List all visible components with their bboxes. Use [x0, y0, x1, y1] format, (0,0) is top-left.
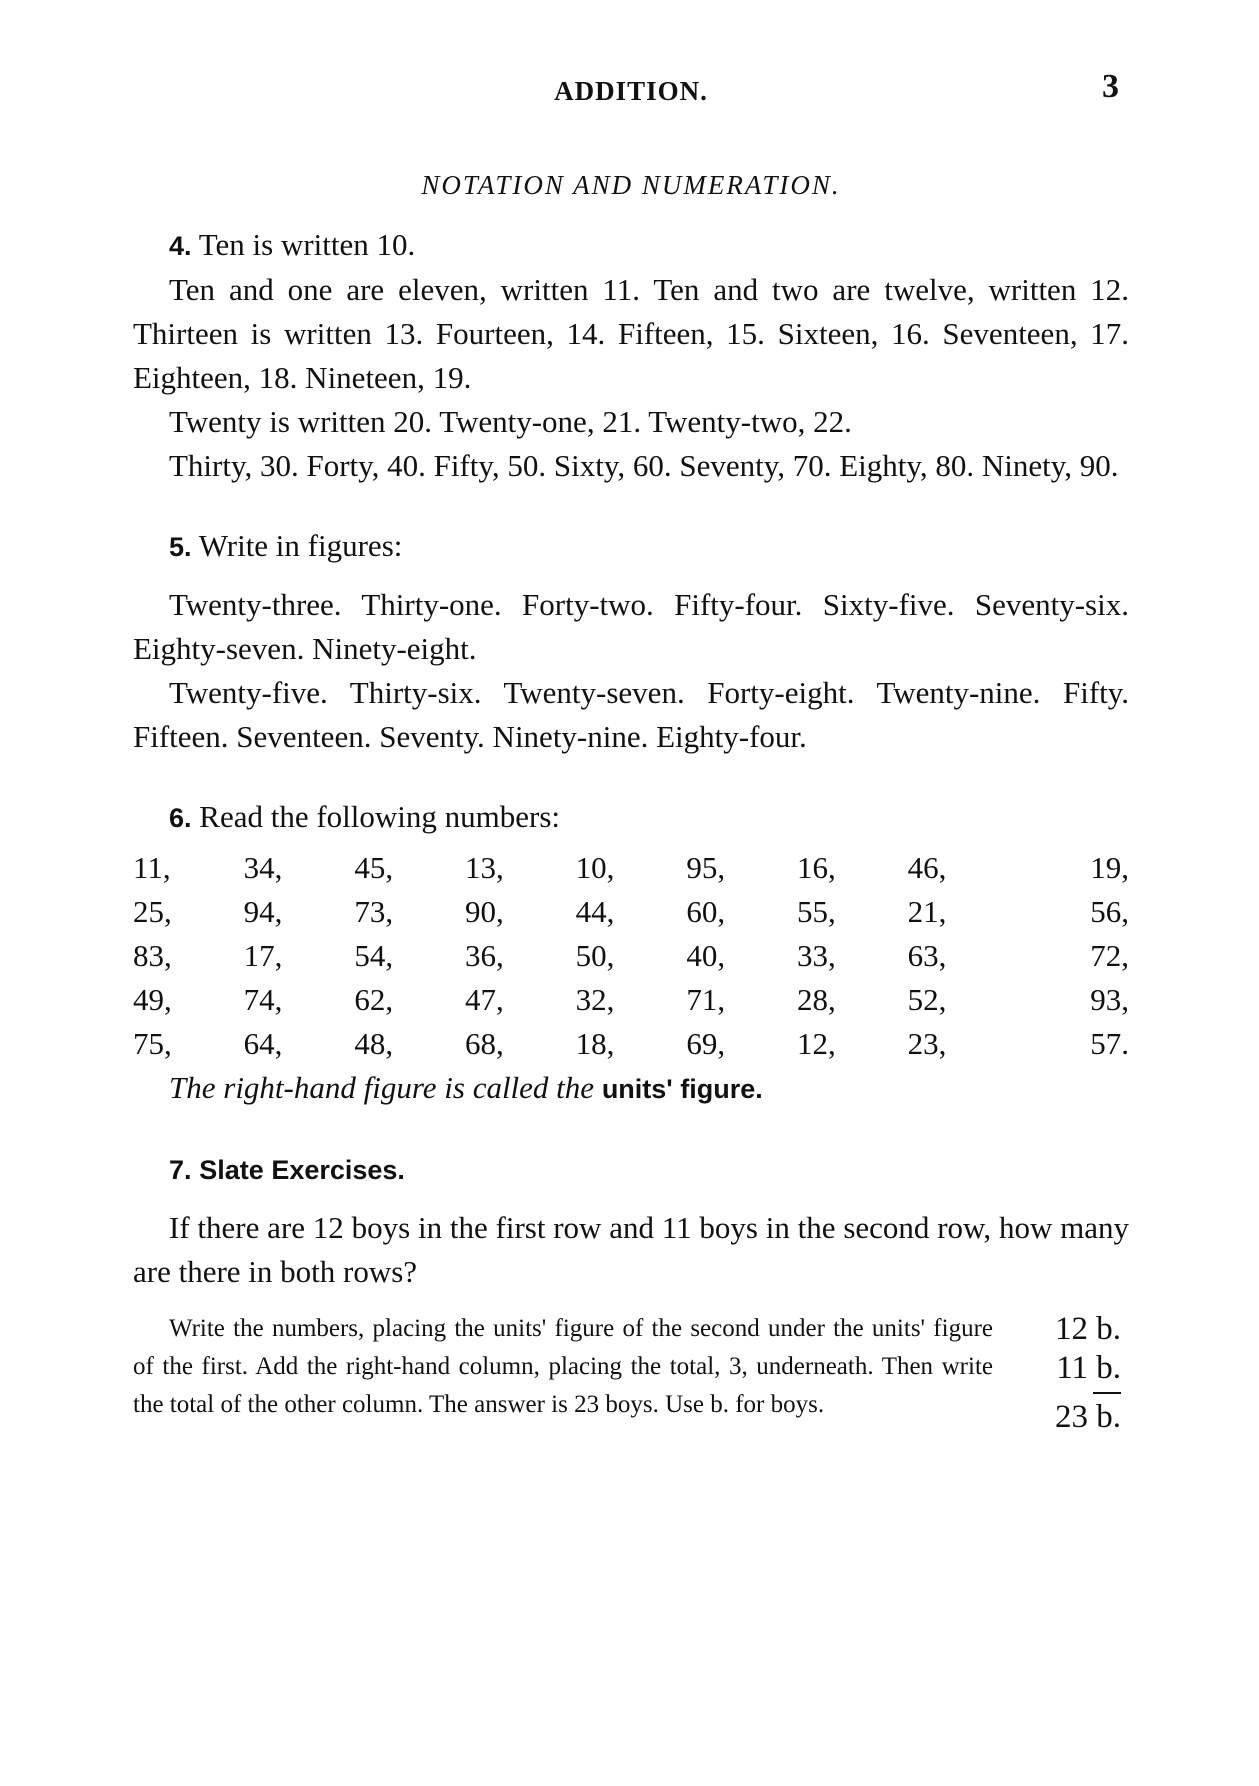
number-cell: 23,	[907, 1026, 947, 1061]
number-cell: 18,	[575, 1026, 615, 1061]
number-cell: 11,	[133, 850, 171, 885]
number-cell: 16,	[796, 850, 836, 885]
units-note	[169, 1066, 1129, 1111]
spacer	[133, 759, 1129, 795]
number-cell: 46,	[907, 850, 947, 885]
section-6-number: 6.	[169, 803, 192, 833]
running-head: ADDITION.	[554, 76, 708, 106]
sum-column	[1031, 1310, 1121, 1437]
sum-second: 11 b.	[1056, 1350, 1121, 1386]
number-cell: 25,	[133, 894, 172, 929]
number-cell: 94,	[243, 894, 283, 929]
number-cell: 54,	[354, 938, 394, 973]
number-cell: 47,	[464, 982, 504, 1017]
numbers-grid	[133, 846, 1129, 1066]
number-cell: 12,	[796, 1026, 836, 1061]
number-cell: 36,	[464, 938, 504, 973]
number-cell: 19,	[1090, 850, 1129, 885]
section-4-line1	[133, 223, 1129, 268]
number-cell: 95,	[686, 850, 726, 885]
number-cell: 60,	[686, 894, 726, 929]
section-5-heading-text: Write in figures:	[198, 528, 403, 563]
section-6-heading	[133, 795, 1129, 840]
sum-total: 23 b.	[1055, 1399, 1121, 1435]
number-cell: 55,	[796, 894, 836, 929]
number-cell: 75,	[133, 1026, 172, 1061]
section-4-para3: Thirty, 30. Forty, 40. Fifty, 50. Sixty, 60. Seventy, 70. Eighty, 80. Ninety, 90.	[169, 448, 1119, 483]
number-cell: 52,	[907, 982, 947, 1017]
section-4-para2: Twenty is written 20. Twenty-one, 21. Twenty-two, 22.	[169, 404, 852, 439]
number-cell: 10,	[575, 850, 615, 885]
number-cell: 33,	[796, 938, 836, 973]
section-7-question: If there are 12 boys in the first row and 11 boys in the second row, how many are there in both rows?	[133, 1210, 1129, 1289]
section-5-para1: Twenty-three. Thirty-one. Forty-two. Fifty-four. Sixty-five. Seventy-six. Eighty-seven. Ninety-eight.	[133, 587, 1129, 666]
section-5-number: 5.	[169, 532, 192, 562]
number-cell: 68,	[464, 1026, 504, 1061]
sum-first: 12 b.	[1055, 1311, 1121, 1347]
section-title: NOTATION AND NUMERATION.	[421, 170, 841, 200]
spacer	[133, 488, 1129, 524]
number-cell: 32,	[575, 982, 615, 1017]
example-explanation-text: Write the numbers, placing the units' figure of the second under the units' figure of the first. Add the right-hand column, placing the total, 3, underneath. Then write the total of the other column. The answer is 23 boys. Use b. for boys.	[133, 1315, 993, 1418]
number-cell: 93,	[1090, 982, 1129, 1017]
number-cell: 83,	[133, 938, 172, 973]
number-cell: 13,	[464, 850, 504, 885]
page-header	[133, 68, 1129, 118]
spacer	[133, 1192, 1129, 1206]
number-cell: 69,	[686, 1026, 726, 1061]
units-note-italic: The right-hand figure is called the	[169, 1070, 595, 1105]
number-cell: 28,	[796, 982, 836, 1017]
number-cell: 63,	[907, 938, 947, 973]
section-4-number: 4.	[169, 231, 192, 261]
number-cell: 48,	[354, 1026, 394, 1061]
number-cell: 50,	[575, 938, 615, 973]
number-cell: 40,	[686, 938, 726, 973]
section-5-heading	[133, 524, 1129, 569]
number-cell: 71,	[686, 982, 726, 1017]
number-cell: 90,	[464, 894, 504, 929]
section-7-heading	[133, 1147, 1129, 1192]
number-cell: 56,	[1090, 894, 1129, 929]
number-cell: 62,	[354, 982, 394, 1017]
number-cell: 64,	[243, 1026, 283, 1061]
section-7-heading-text: Slate Exercises.	[199, 1155, 405, 1185]
number-cell: 73,	[354, 894, 394, 929]
section-5-para2: Twenty-five. Thirty-six. Twenty-seven. Forty-eight. Twenty-nine. Fifty. Fifteen. Seventeen. Seventy. Ninety-nine. Eighty-four.	[133, 675, 1129, 754]
page-content	[133, 170, 1129, 1437]
units-note-bold: units' figure.	[601, 1074, 763, 1104]
section-4-text: Ten is written 10.	[198, 227, 416, 262]
section-7-number: 7.	[169, 1155, 192, 1185]
number-cell: 17,	[243, 938, 283, 973]
number-cell: 21,	[907, 894, 947, 929]
section-6-heading-text: Read the following numbers:	[199, 799, 561, 834]
number-cell: 57.	[1090, 1026, 1129, 1061]
section-4-para1: Ten and one are eleven, written 11. Ten and two are twelve, written 12. Thirteen is written 13. Fourteen, 14. Fifteen, 15. Sixteen, 16. Seventeen, 17. Eighteen, 18. Nineteen, 19.	[133, 272, 1129, 395]
number-cell: 72,	[1090, 938, 1129, 973]
number-cell: 44,	[575, 894, 615, 929]
sum-rule	[1093, 1392, 1121, 1394]
example-explanation	[133, 1310, 993, 1437]
number-cell: 34,	[243, 850, 283, 885]
spacer	[133, 569, 1129, 583]
worked-example	[133, 1310, 1129, 1437]
number-cell: 49,	[133, 982, 172, 1017]
number-cell: 45,	[354, 850, 394, 885]
spacer	[133, 1111, 1129, 1147]
number-cell: 74,	[243, 982, 283, 1017]
page-number: 3	[1102, 68, 1119, 105]
